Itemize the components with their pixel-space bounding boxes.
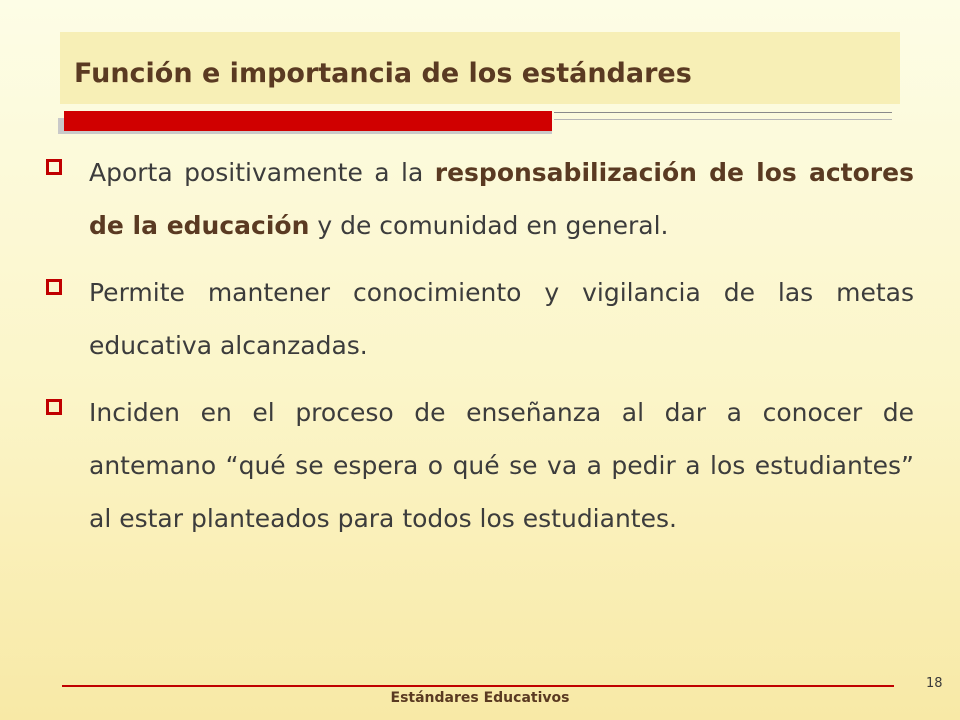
square-bullet-icon [46, 279, 62, 295]
title-rule-line-secondary [554, 119, 892, 120]
bullet-segment: y de comunidad en general. [309, 211, 669, 240]
bullet-item [46, 386, 914, 545]
square-bullet-icon [46, 399, 62, 415]
footer-title: Estándares Educativos [390, 690, 570, 706]
title-rule-line [554, 112, 892, 113]
slide-title: Función e importancia de los estándares [74, 58, 692, 89]
title-accent-bar [64, 111, 552, 131]
bullet-segment: Aporta positivamente a la [89, 158, 435, 187]
bullet-list [46, 146, 914, 559]
footer-rule [62, 685, 894, 687]
bullet-text [89, 386, 914, 545]
bullet-emphasis: responsabilización de los actores de la educación [89, 158, 914, 240]
bullet-segment: Inciden en el proceso de enseñanza al dar a conocer de antemano “qué se espera o qué se va a pedir a los estudiantes” al estar planteados para todos los estudiantes. [89, 398, 914, 533]
square-bullet-icon [46, 159, 62, 175]
bullet-text [89, 266, 914, 372]
bullet-text [89, 146, 914, 252]
bullet-segment: Permite mantener conocimiento y vigilancia de las metas educativa alcanzadas. [89, 278, 914, 360]
bullet-item [46, 266, 914, 372]
page-number: 18 [926, 676, 943, 691]
bullet-item [46, 146, 914, 252]
